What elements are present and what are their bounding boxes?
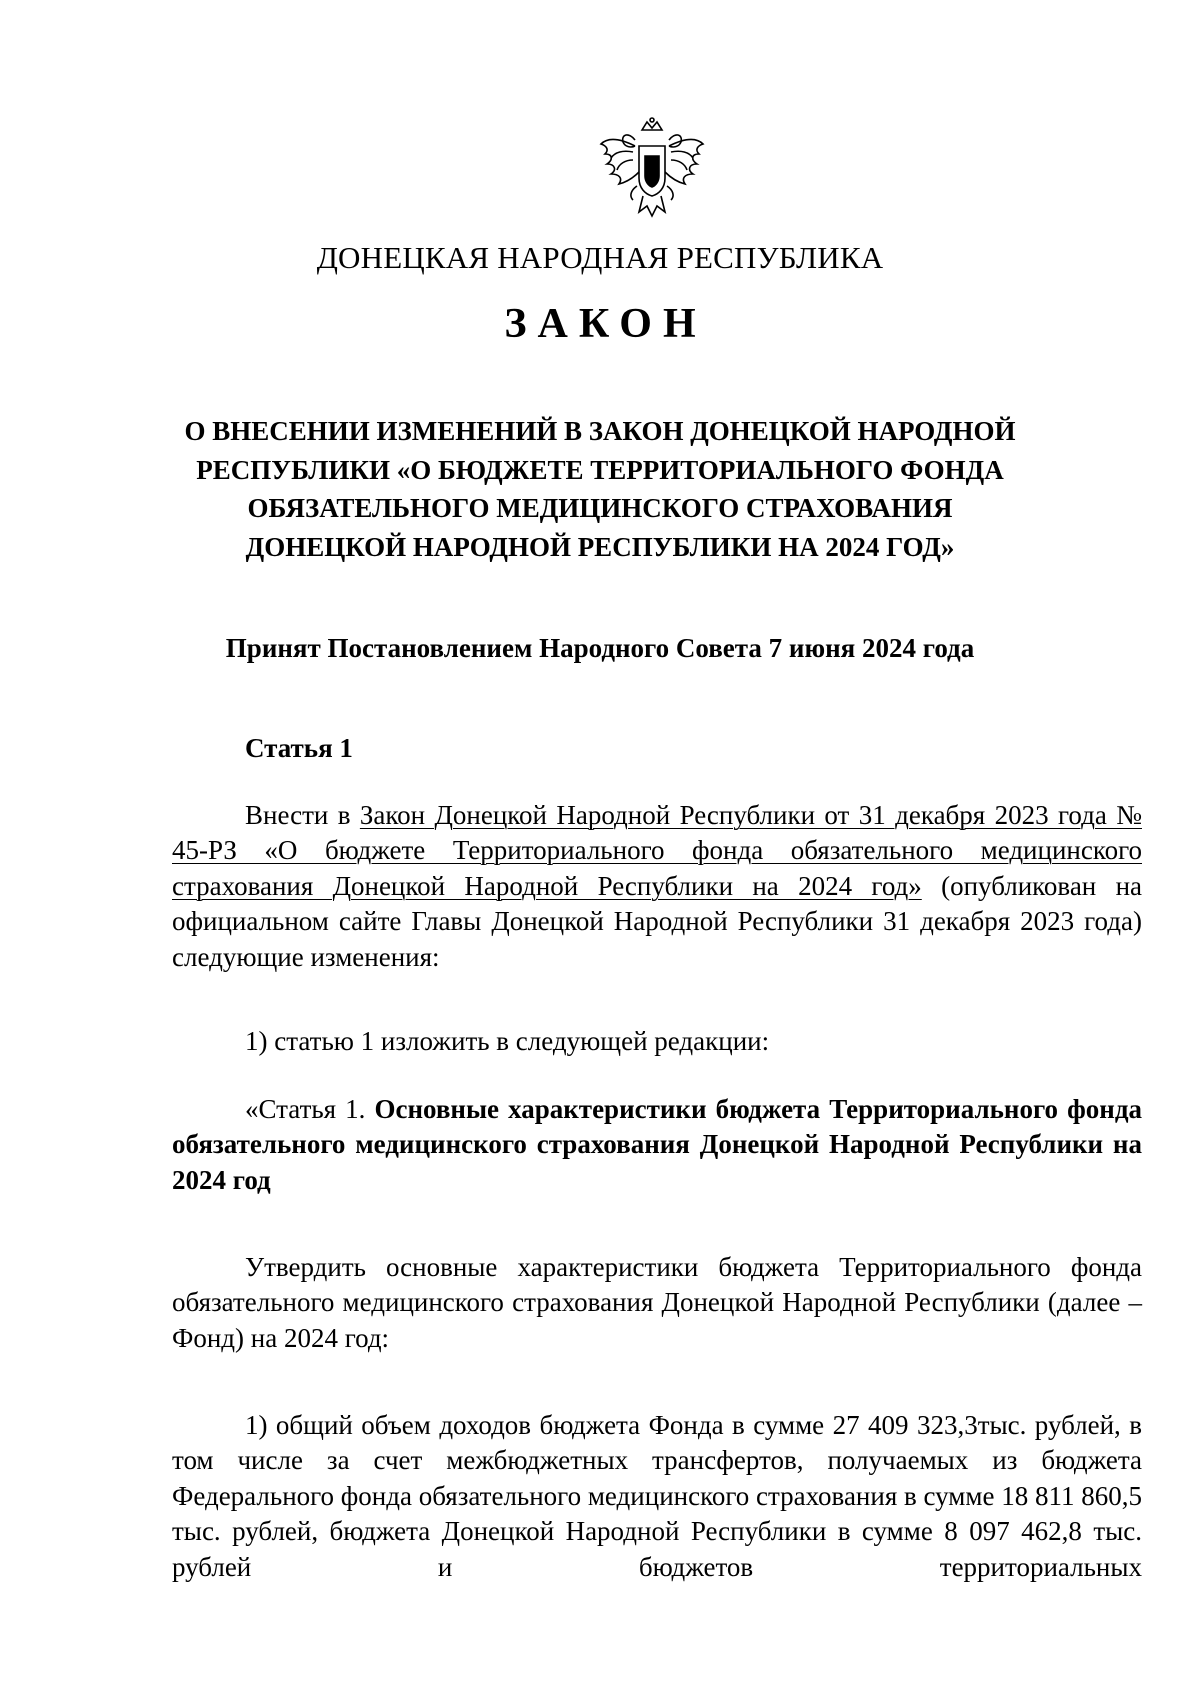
quoted-article-heading xyxy=(172,1092,1142,1198)
law-title-line: ОБЯЗАТЕЛЬНОГО МЕДИЦИНСКОГО СТРАХОВАНИЯ xyxy=(247,493,953,523)
approve-paragraph: Утвердить основные характеристики бюджета Территориального фонда обязательного медицинского страхования Донецкой Народной Республики (далее – Фонд) на 2024 год: xyxy=(172,1252,1142,1353)
law-title xyxy=(175,412,1025,566)
law-title-line: РЕСПУБЛИКИ «О БЮДЖЕТЕ ТЕРРИТОРИАЛЬНОГО ФОНДА xyxy=(196,454,1004,485)
amendment-intro-paragraph xyxy=(172,798,1142,975)
law-title-line: ДОНЕЦКОЙ НАРОДНОЙ РЕСПУБЛИКИ НА 2024 ГОД» xyxy=(245,531,955,562)
coat-of-arms-icon xyxy=(597,116,707,224)
publication-note: (опубликован на официальном сайте Главы Донецкой Народной Республики 31 декабря 2023 года) следующие изменения: xyxy=(172,870,1143,972)
referenced-law-link[interactable]: Закон Донецкой Народной Республики от 31 декабря 2023 года № 45-РЗ «О бюджете Территориального фонда обязательного медицинского страхования Донецкой Народной Республики на 2024 год» xyxy=(172,800,1142,901)
adoption-note: Принят Постановлением Народного Совета 7 июня 2024 года xyxy=(225,633,975,663)
revenue-subitem-1: 1) общий объем доходов бюджета Фонда в сумме 27 409 323,3тыс. рублей, в том числе за счет межбюджетных трансфертов, получаемых из бюджета Федерального фонда обязательного медицинского страхования в сумме 18 811 860,5 тыс. рублей, бюджета Донецкой Народной Республики в сумме 8 097 462,8 тыс. рублей и бюджетов территориальных xyxy=(172,1410,1142,1582)
amendment-item-1: 1) статью 1 изложить в следующей редакции: xyxy=(245,1026,770,1056)
intro-text: Внести в xyxy=(245,800,360,830)
document-type-heading: ЗАКОН xyxy=(504,301,707,347)
republic-name: ДОНЕЦКАЯ НАРОДНАЯ РЕСПУБЛИКА xyxy=(316,240,884,275)
quoted-article-title: Основные характеристики бюджета Территориального фонда обязательного медицинского страхования Донецкой Народной Республики на 2024 год xyxy=(172,1094,1142,1195)
law-title-line: О ВНЕСЕНИИ ИЗМЕНЕНИЙ В ЗАКОН ДОНЕЦКОЙ НАРОДНОЙ xyxy=(184,416,1016,446)
quoted-article-prefix: «Статья 1. xyxy=(245,1094,375,1124)
article-heading: Статья 1 xyxy=(245,733,353,763)
